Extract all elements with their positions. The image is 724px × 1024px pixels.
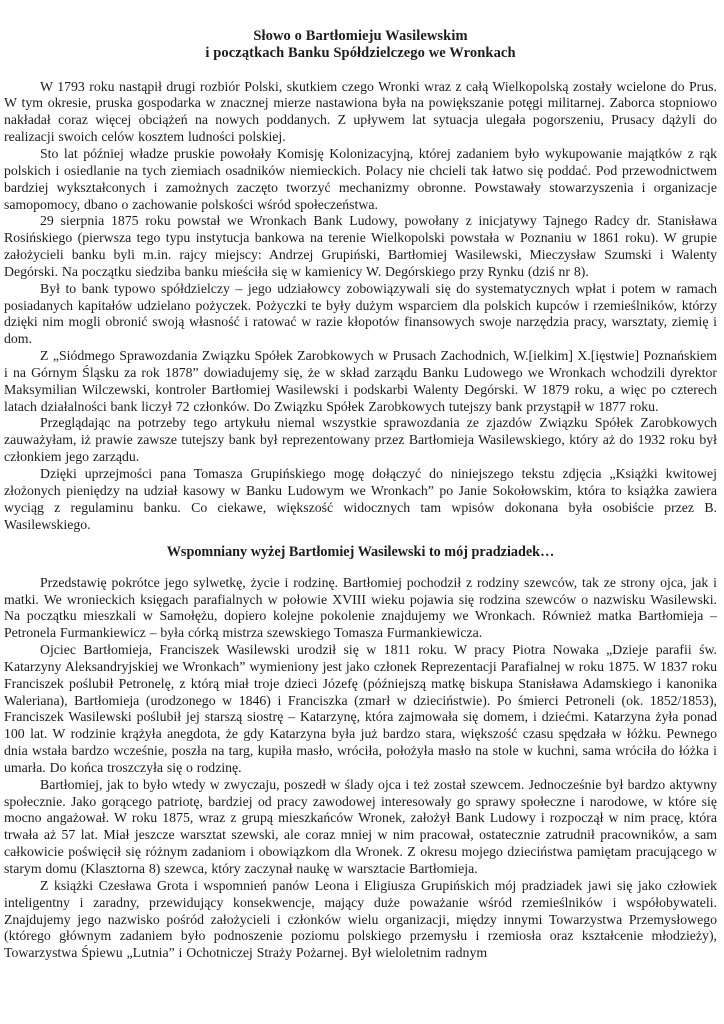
document-title	[4, 28, 717, 63]
paragraph-congress-reports: Przeglądając na potrzeby tego artykułu niemal wszystkie sprawozdania ze zjazdów Związku Spółek Zarobkowych zauważyłam, iż prawie zawsze tutejszy bank był reprezentowany przez Bartłomieja Wasilewskiego, który aż do 1932 roku był członkiem jego zarządu.	[4, 415, 717, 465]
paragraph-bartlomiej-career: Bartłomiej, jak to było wtedy w zwyczaju, poszedł w ślady ojca i też został szewcem. Jednocześnie był bardzo aktywny społecznie. Jako gorącego patriotę, bardziej od pracy zawodowej interesowały go sprawy społeczne i narodowe, w które się mocno angażował. W roku 1875, wraz z grupą mieszkańców Wronek, założył Bank Ludowy i rozpoczął w nim pracę, która trwała aż 57 lat. Miał jeszcze warsztat szewski, ale coraz mniej w nim pracował, ostatecznie zatrudnił pracowników, a sam całkowicie poświęcił się różnym zadaniom i obowiązkom dla Wronek. Z okresu mojego dzieciństwa pamiętam pracującego w starym domu (Klasztorna 8) szewca, który zaczynał naukę w warsztacie Bartłomieja.	[4, 776, 717, 877]
paragraph-colonization-commission: Sto lat później władze pruskie powołały Komisję Kolonizacyjną, której zadaniem było wykupowanie majątków z rąk polskich i osiedlanie na tych ziemiach osadników niemieckich. Polacy nie chcieli tak łatwo się poddać. Pod przewodnictwem bardziej wykształconych i zamożnych zaczęto tworzyć mechanizmy obronne. Powstawały stowarzyszenia i organizacje samopomocy, dbano o zachowanie polskości wśród społeczeństwa.	[4, 145, 717, 212]
paragraph-bank-founding-1875: 29 sierpnia 1875 roku powstał we Wronkach Bank Ludowy, powołany z inicjatywy Tajnego Radcy dr. Stanisława Rosińskiego (pierwsza tego typu instytucja bankowa na terenie Wielkopolski powstała w Poznaniu w 1861 roku). W grupie założycieli banku byli m.in. rajcy miejscy: Andrzej Grupiński, Bartłomiej Wasilewski, Mieczysław Szumski i Walenty Degórski. Na początku siedziba banku mieściła się w kamienicy W. Degórskiego przy Rynku (dziś nr 8).	[4, 213, 717, 279]
paragraph-receipt-book: Dzięki uprzejmości pana Tomasza Grupińskiego mogę dołączyć do niniejszego tekstu zdjęcia „Książki kwitowej złożonych pieniędzy na udział kasowy w Banku Ludowym we Wronkach” po Janie Sokołowskim, która to książka zawiera wyciąg z regulaminu banku. Co ciekawe, większość widocznych tam wpisów dokonana była osobiście przez B. Wasilewskiego.	[4, 466, 717, 532]
document-title-line1: Słowo o Bartłomieju Wasilewskim	[253, 28, 468, 44]
paragraph-shoemaker-family: Przedstawię pokrótce jego sylwetkę, życie i rodzinę. Bartłomiej pochodził z rodziny szewców, tak ze strony ojca, jak i matki. We wronieckich księgach parafialnych w połowie XVIII wieku pojawia się rodzina szewców o nazwisku Wasilewski. Na początku mieszkali w Samołężu, dopiero kolejne pokolenie znajdujemy we Wronkach. Również matka Bartłomieja – Petronela Furmankiewicz – była córką mistrza szewskiego Tomasza Furmankiewicza.	[4, 574, 717, 641]
paragraph-organizations-memberships: Z książki Czesława Grota i wspomnień panów Leona i Eligiusza Grupińskich mój pradziadek jawi się jako człowiek inteligentny i zaradny, przewidujący konsekwencje, mający duże poważanie wśród rzemieślników i współobywateli. Znajdujemy jego nazwisko pośród założycieli i członków wielu organizacji, między innymi Towarzystwa Przemysłowego (którego głównym zadaniem było podnoszenie poziomu polskiego przemysłu i rzemiosła oraz kształcenie młodzieży), Towarzystwa Śpiewu „Lutnia” i Ochotniczej Straży Pożarnej. Był wieloletnim radnym	[4, 877, 717, 961]
paragraph-seventh-report-1878: Z „Siódmego Sprawozdania Związku Spółek Zarobkowych w Prusach Zachodnich, W.[ielkim] X.[ięstwie] Poznańskiem i na Górnym Śląsku za rok 1878” dowiadujemy się, że w skład zarządu Banku Ludowego we Wronkach wchodzili dyrektor Maksymilian Wilczewski, kontroler Bartłomiej Wasilewski i podskarbi Walenty Degórski. W 1879 roku, a więc po czterech latach działalności bank liczył 72 członków. Do Związku Spółek Zarobkowych tutejszy bank przystąpił w 1877 roku.	[4, 348, 717, 414]
section-heading-great-grandfather: Wspomniany wyżej Bartłomiej Wasilewski to mój pradziadek…	[166, 544, 555, 561]
document-title-line2: i początkach Banku Spółdzielczego we Wronkach	[205, 45, 516, 62]
paragraph-father-franciszek: Ojciec Bartłomieja, Franciszek Wasilewski urodził się w 1811 roku. W pracy Piotra Nowaka „Dzieje parafii św. Katarzyny Aleksandryjskiej we Wronkach” wymieniony jest jako członek Reprezentacji Parafialnej w roku 1875. W 1837 roku Franciszek poślubił Petronelę, z którą miał troje dzieci Józefę (późniejszą matkę biskupa Stanisława Adamskiego i kanonika Waleriana), Bartłomieja (urodzonego w 1846) i Franciszka (zmarł w dzieciństwie). Po śmierci Petroneli (ok. 1852/1853), Franciszek Wasilewski poślubił jej starszą siostrę – Katarzynę, która zajmowała się domem, i dziećmi. Katarzyna żyła ponad 100 lat. W rodzinie krążyła anegdota, że gdy Katarzyna była już bardzo stara, większość czasu spędzała w łóżku. Pewnego dnia wstała bardzo wcześnie, poszła na targ, kupiła masło, wróciła, położyła masło na stole w kuchni, sama wróciła do łóżka i umarła. Do końca troszczyła się o rodzinę.	[4, 642, 717, 775]
paragraph-cooperative-bank-loans: Był to bank typowo spółdzielczy – jego udziałowcy zobowiązywali się do systematycznych wpłat i potem w ramach posiadanych kapitałów udzielano pożyczek. Pożyczki te były dużym wsparciem dla polskich kupców i rzemieślników, którzy dzięki nim mogli obronić swoją własność i ratować w razie kłopotów finansowych swoje narzędzia pracy, warsztaty, ziemię i dom.	[4, 280, 717, 347]
paragraph-partitions-1793: W 1793 roku nastąpił drugi rozbiór Polski, skutkiem czego Wronki wraz z całą Wielkopolską zostały wcielone do Prus. W tym okresie, pruska gospodarka w znacznej mierze nastawiona była na powiększanie potęgi militarnej. Zaborca stopniowo nakładał coraz więcej obciążeń na nowych poddanych. Z upływem lat sytuacja ulegała pogorszeniu, Prusacy dążyli do realizacji swoich celów kosztem ludności polskiej.	[4, 78, 717, 145]
